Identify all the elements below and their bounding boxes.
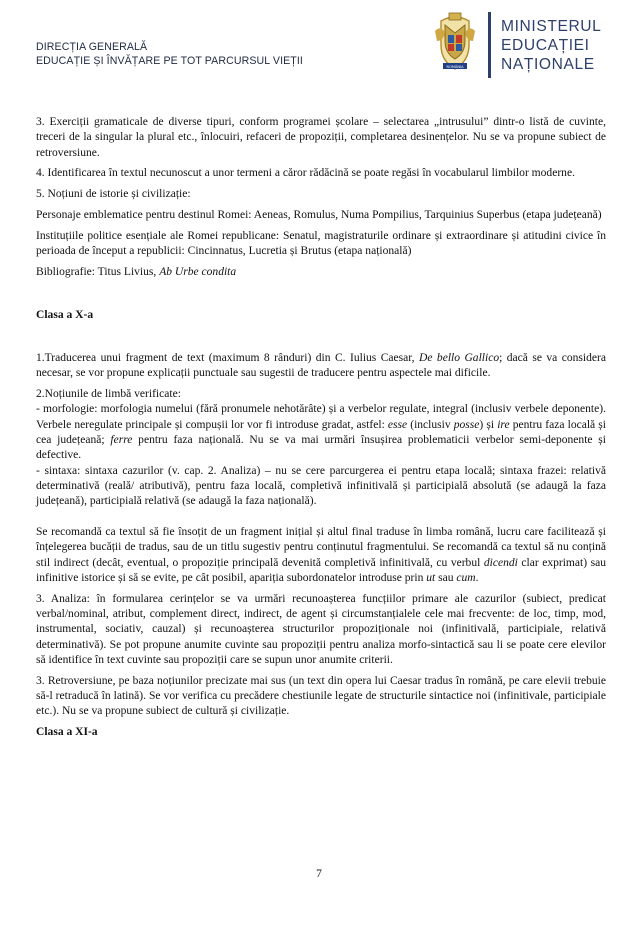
term-cum: cum <box>456 571 476 584</box>
paragraph-history-heading: 5. Noțiuni de istorie și civilizație: <box>36 188 191 201</box>
directorate-name <box>36 40 303 68</box>
bibliography-prefix: Bibliografie: Titus Livius, <box>36 265 160 278</box>
paragraph-retroversion: 3. Retroversiune, pe baza noțiunilor precizate mai sus (un text din opera lui Caesar tradus în română, pe care elevii trebuie să-l retraducă în latină). Se vor verifica cu precădere chestiunile legate de structurile sintactice noi (infinitivale, participiale etc.). Nu se va propune subiect de cultură și civilizație. <box>36 674 606 718</box>
verb-ire: ire <box>497 418 510 431</box>
recommendation-text-a: Se recomandă ca textul să fie însoțit de un fragment inițial și altul final traduse în limba română, lucru care facilitează și înțelegerea bucății de tradus, sau de un titlu sugestiv pentru conținutul fragmentului. Se recomandă ca textul să nu conțină stil indirect (decât, eventual, o propoziție principală devenită completivă infinitivală, cu verbul <box>36 525 606 569</box>
header-divider <box>488 12 491 78</box>
verb-posse: posse <box>453 418 480 431</box>
directorate-line-2: EDUCAȚIE ȘI ÎNVĂȚARE PE TOT PARCURSUL VIEȚII <box>36 55 303 67</box>
verb-ferre: ferre <box>110 433 133 446</box>
ministry-line-1: MINISTERUL <box>501 18 602 35</box>
section-heading-class-11: Clasa a XI-a <box>36 726 98 738</box>
ministry-logo-text <box>501 17 601 74</box>
section-heading-class-10: Clasa a X-a <box>36 308 94 321</box>
recommendation-text-b: clar exprimat) sau infinitive istorice și să se evite, pe cât posibil, apariția subordonatelor introduse prin <box>36 556 606 584</box>
morphology-text-5: pentru faza națională. Nu se va mai urmări însușirea problematicii verbelor semi-deponente și defective. <box>36 433 607 462</box>
recommendation-text-c: sau <box>435 571 457 584</box>
crest-label: ROMÂNIA <box>446 64 464 69</box>
morphology-text-4: pentru faza locală și cea județeană; <box>36 418 606 446</box>
recommendation-text-d: . <box>475 571 479 584</box>
paragraph-institutions: Instituțiile politice esențiale ale Romei republicane: Senatul, magistraturile ordinare și extraordinare și atitudini civice în perioada de început a republicii: Cincinnatus, Lucretia și Brutus (etapa națională) <box>36 229 606 258</box>
paragraph-morphology <box>36 402 606 463</box>
paragraph-exercises: 3. Exerciții gramaticale de diverse tipuri, conform programei școlare – selectarea „intrusului” dintr-o listă de cuvinte, treceri de la singular la plural etc., înlocuiri, refaceri de propoziții, completarea desinențelor. Nu se va propune subiect de retroversiune. <box>36 116 606 159</box>
paragraph-syntax: - sintaxa: sintaxa cazurilor (v. cap. 2. Analiza) – nu se cere parcurgerea ei pentru etapa locală; sintaxa frazei: relativă determinativă (reală/ atributivă), pentru faza locală, completivă infinitivală și participială absolută (se adaugă la faza județeană), participială relativă (se adaugă la faza națională). <box>36 464 606 508</box>
paragraph-identification: 4. Identificarea în textul necunoscut a unor termeni a căror rădăcină se poate regăsi în vocabularul limbilor moderne. <box>36 167 575 180</box>
document-body <box>36 115 606 740</box>
paragraph-translation <box>36 351 606 382</box>
ministry-line-2: EDUCAȚIEI <box>501 37 590 54</box>
ministry-line-3: NAȚIONALE <box>501 56 595 73</box>
morphology-text-3: ) și <box>479 418 498 431</box>
morphology-text-2: (inclusiv <box>407 418 454 431</box>
page-number: 7 <box>316 868 322 880</box>
verb-esse: esse <box>387 418 408 431</box>
bibliography <box>36 265 606 280</box>
term-ut: ut <box>426 571 436 584</box>
paragraph-analysis: 3. Analiza: în formularea cerințelor se va urmări recunoașterea funcțiilor primare ale cazurilor (subiect, predicat verbal/nominal, atribut, complement direct, indirect, de agent și circumstanțialele cele mai frecvente: de loc, timp, mod, instrumental, sociativ, cauzal) și recunoașterea structurilor propoziționale noi (infinitivală, participiale, relativă determinativă). Se pot propune anumite cuvinte sau propoziții pentru analiza morfo-sintactică sau li se poate cere elevilor să identifice în text cuvinte sau propoziții care se supun unor anumite criterii. <box>36 592 606 666</box>
directorate-line-1: DIRECȚIA GENERALĂ <box>36 41 148 53</box>
paragraph-characters: Personaje emblematice pentru destinul Romei: Aeneas, Romulus, Numa Pompilius, Tarquinius Superbus (etapa județeană) <box>36 208 602 221</box>
morphology-text-1: - morfologie: morfologia numelui (fără pronumele nehotărâte) și a verbelor regulate, integral (inclusiv verbele deponente). Verbele neregulate principale și compușii lor vor fi introduse gradat, astfel: <box>36 403 606 431</box>
translation-text-a: 1.Traducerea unui fragment de text (maximum 8 rânduri) din C. Iulius Caesar, <box>36 351 420 364</box>
bibliography-title: Ab Urbe condita <box>159 265 237 278</box>
term-dicendi: dicendi <box>483 556 518 569</box>
translation-text-b: ; dacă se va considera necesar, se vor propune explicații punctuale sau sugestii de traducere pentru aspectele mai dificile. <box>36 351 606 380</box>
translation-work-title: De bello Gallico <box>419 351 500 364</box>
paragraph-language-notions: 2.Noțiunile de limbă verificate: <box>36 388 181 401</box>
coat-of-arms-icon <box>431 11 479 75</box>
page-header <box>0 0 638 92</box>
paragraph-recommendation <box>36 525 606 586</box>
